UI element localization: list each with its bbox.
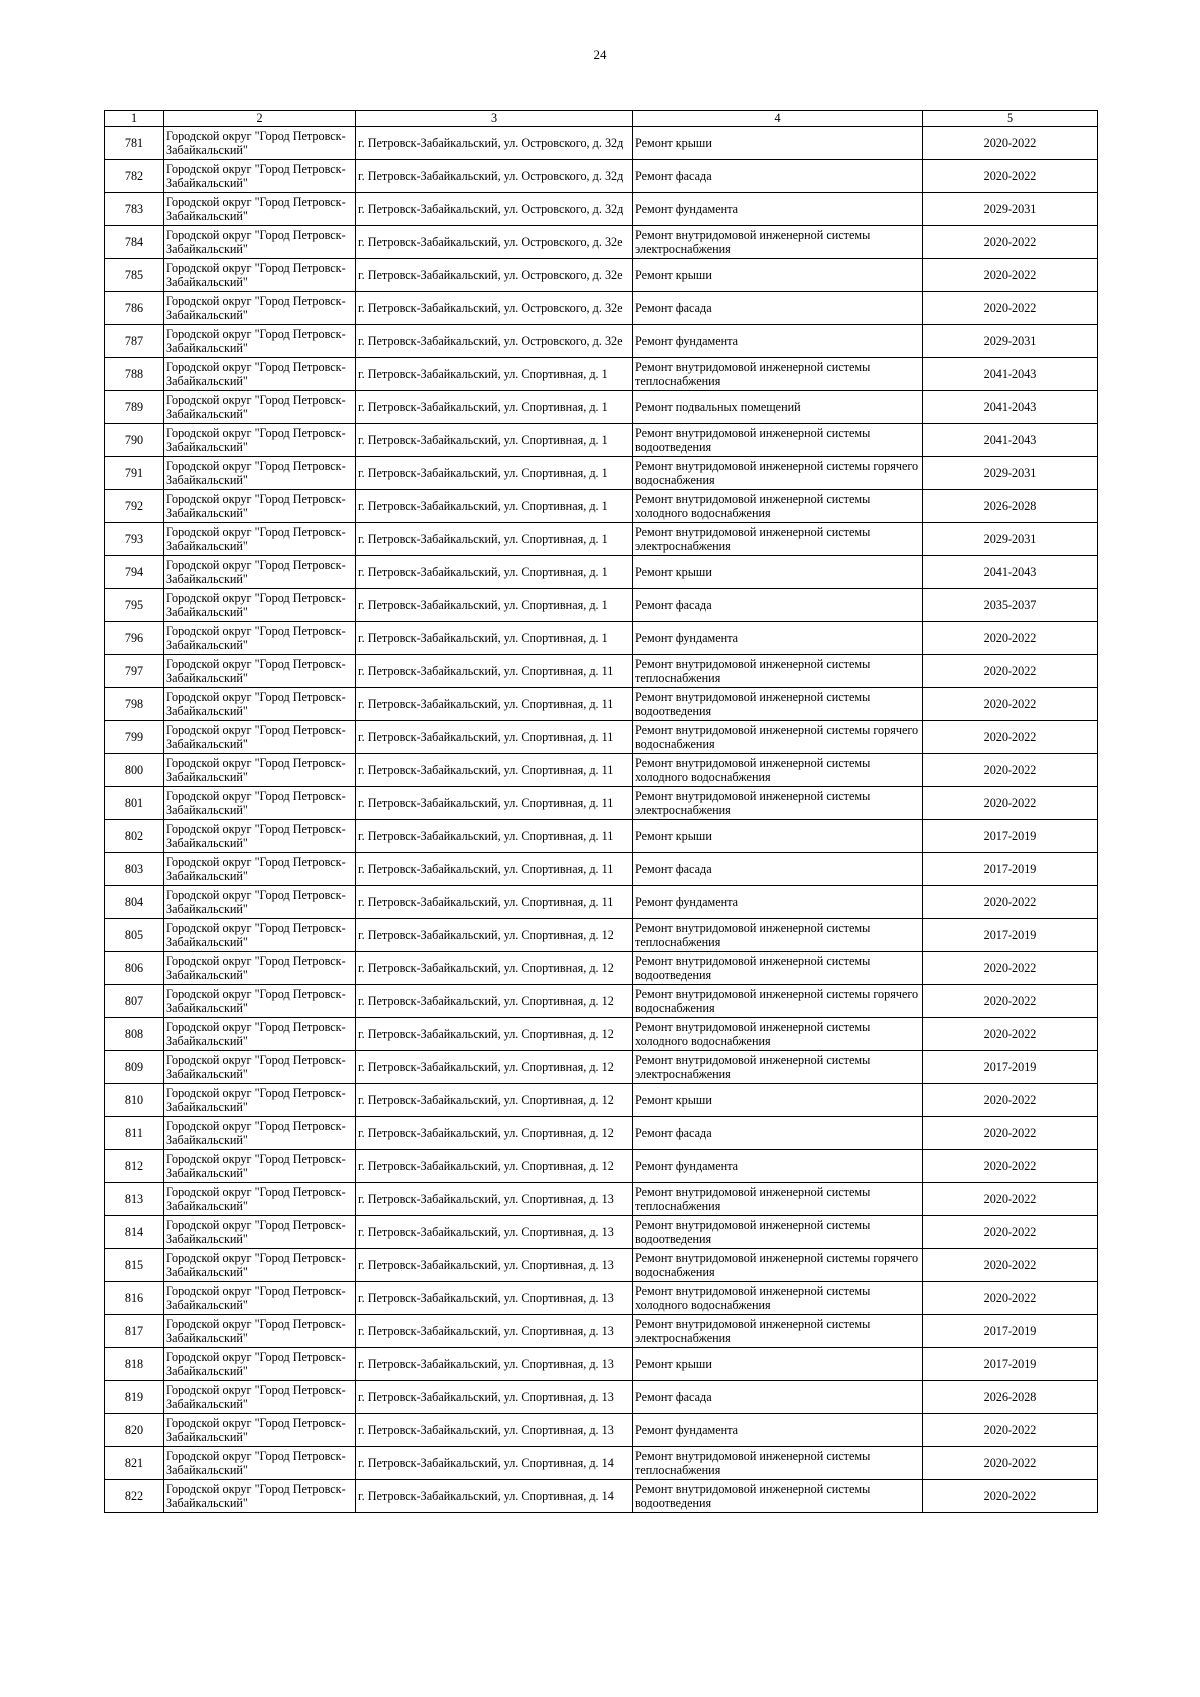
cell-work-type: Ремонт внутридомовой инженерной системы холодного водоснабжения (633, 490, 923, 523)
table-row (105, 1051, 1098, 1084)
cell-municipality: Городской округ "Город Петровск-Забайкальский" (164, 160, 356, 193)
cell-address: г. Петровск-Забайкальский, ул. Островского, д. 32е (356, 292, 633, 325)
cell-work-type: Ремонт крыши (633, 1348, 923, 1381)
table-row (105, 424, 1098, 457)
cell-row-number: 795 (105, 589, 164, 622)
cell-period: 2020-2022 (923, 1183, 1098, 1216)
cell-row-number: 816 (105, 1282, 164, 1315)
cell-address: г. Петровск-Забайкальский, ул. Спортивная, д. 11 (356, 787, 633, 820)
cell-work-type: Ремонт внутридомовой инженерной системы теплоснабжения (633, 358, 923, 391)
table-row (105, 1249, 1098, 1282)
cell-municipality: Городской округ "Город Петровск-Забайкальский" (164, 1018, 356, 1051)
cell-municipality: Городской округ "Город Петровск-Забайкальский" (164, 985, 356, 1018)
cell-municipality: Городской округ "Город Петровск-Забайкальский" (164, 589, 356, 622)
cell-row-number: 784 (105, 226, 164, 259)
cell-address: г. Петровск-Забайкальский, ул. Спортивная, д. 13 (356, 1183, 633, 1216)
cell-work-type: Ремонт внутридомовой инженерной системы электроснабжения (633, 787, 923, 820)
cell-municipality: Городской округ "Город Петровск-Забайкальский" (164, 1249, 356, 1282)
cell-row-number: 802 (105, 820, 164, 853)
table-row (105, 358, 1098, 391)
cell-row-number: 814 (105, 1216, 164, 1249)
cell-municipality: Городской округ "Город Петровск-Забайкальский" (164, 358, 356, 391)
table-row (105, 259, 1098, 292)
cell-period: 2020-2022 (923, 226, 1098, 259)
cell-row-number: 812 (105, 1150, 164, 1183)
cell-municipality: Городской округ "Город Петровск-Забайкальский" (164, 886, 356, 919)
table-row (105, 292, 1098, 325)
cell-work-type: Ремонт крыши (633, 556, 923, 589)
cell-period: 2020-2022 (923, 259, 1098, 292)
cell-municipality: Городской округ "Город Петровск-Забайкальский" (164, 622, 356, 655)
cell-municipality: Городской округ "Город Петровск-Забайкальский" (164, 919, 356, 952)
cell-row-number: 809 (105, 1051, 164, 1084)
cell-row-number: 792 (105, 490, 164, 523)
cell-row-number: 822 (105, 1480, 164, 1513)
cell-work-type: Ремонт внутридомовой инженерной системы горячего водоснабжения (633, 457, 923, 490)
cell-row-number: 800 (105, 754, 164, 787)
table-header-row (105, 111, 1098, 127)
table-row (105, 325, 1098, 358)
table-row (105, 853, 1098, 886)
table-row (105, 1447, 1098, 1480)
column-header-1: 1 (105, 111, 164, 127)
cell-row-number: 819 (105, 1381, 164, 1414)
cell-work-type: Ремонт фундамента (633, 1414, 923, 1447)
cell-municipality: Городской округ "Город Петровск-Забайкальский" (164, 655, 356, 688)
cell-work-type: Ремонт внутридомовой инженерной системы электроснабжения (633, 1051, 923, 1084)
cell-work-type: Ремонт фасада (633, 160, 923, 193)
cell-work-type: Ремонт фасада (633, 292, 923, 325)
table-row (105, 523, 1098, 556)
cell-address: г. Петровск-Забайкальский, ул. Спортивная, д. 1 (356, 358, 633, 391)
table-row (105, 1282, 1098, 1315)
cell-work-type: Ремонт крыши (633, 127, 923, 160)
cell-municipality: Городской округ "Город Петровск-Забайкальский" (164, 226, 356, 259)
cell-row-number: 797 (105, 655, 164, 688)
cell-address: г. Петровск-Забайкальский, ул. Спортивная, д. 12 (356, 985, 633, 1018)
cell-row-number: 807 (105, 985, 164, 1018)
cell-municipality: Городской округ "Город Петровск-Забайкальский" (164, 1480, 356, 1513)
cell-address: г. Петровск-Забайкальский, ул. Спортивная, д. 13 (356, 1315, 633, 1348)
cell-period: 2035-2037 (923, 589, 1098, 622)
cell-period: 2041-2043 (923, 391, 1098, 424)
cell-work-type: Ремонт внутридомовой инженерной системы теплоснабжения (633, 1447, 923, 1480)
cell-address: г. Петровск-Забайкальский, ул. Спортивная, д. 13 (356, 1414, 633, 1447)
cell-period: 2020-2022 (923, 985, 1098, 1018)
cell-row-number: 804 (105, 886, 164, 919)
cell-row-number: 820 (105, 1414, 164, 1447)
cell-municipality: Городской округ "Город Петровск-Забайкальский" (164, 721, 356, 754)
cell-period: 2020-2022 (923, 1447, 1098, 1480)
cell-address: г. Петровск-Забайкальский, ул. Островского, д. 32д (356, 193, 633, 226)
cell-period: 2017-2019 (923, 820, 1098, 853)
cell-period: 2020-2022 (923, 160, 1098, 193)
table-row (105, 688, 1098, 721)
cell-municipality: Городской округ "Город Петровск-Забайкальский" (164, 952, 356, 985)
cell-period: 2020-2022 (923, 787, 1098, 820)
cell-municipality: Городской округ "Город Петровск-Забайкальский" (164, 1381, 356, 1414)
cell-work-type: Ремонт внутридомовой инженерной системы теплоснабжения (633, 919, 923, 952)
cell-address: г. Петровск-Забайкальский, ул. Спортивная, д. 11 (356, 655, 633, 688)
cell-row-number: 790 (105, 424, 164, 457)
cell-period: 2020-2022 (923, 1216, 1098, 1249)
cell-municipality: Городской округ "Город Петровск-Забайкальский" (164, 787, 356, 820)
cell-work-type: Ремонт фундамента (633, 325, 923, 358)
cell-work-type: Ремонт крыши (633, 820, 923, 853)
cell-address: г. Петровск-Забайкальский, ул. Островского, д. 32д (356, 160, 633, 193)
cell-row-number: 783 (105, 193, 164, 226)
cell-municipality: Городской округ "Город Петровск-Забайкальский" (164, 193, 356, 226)
cell-work-type: Ремонт фундамента (633, 622, 923, 655)
table-row (105, 589, 1098, 622)
cell-row-number: 799 (105, 721, 164, 754)
table-row (105, 985, 1098, 1018)
cell-municipality: Городской округ "Город Петровск-Забайкальский" (164, 523, 356, 556)
cell-period: 2020-2022 (923, 655, 1098, 688)
cell-period: 2020-2022 (923, 1480, 1098, 1513)
cell-address: г. Петровск-Забайкальский, ул. Спортивная, д. 11 (356, 820, 633, 853)
cell-period: 2020-2022 (923, 688, 1098, 721)
cell-row-number: 806 (105, 952, 164, 985)
cell-period: 2020-2022 (923, 1282, 1098, 1315)
table-row (105, 1084, 1098, 1117)
table-row (105, 1414, 1098, 1447)
cell-address: г. Петровск-Забайкальский, ул. Спортивная, д. 11 (356, 688, 633, 721)
table-row (105, 952, 1098, 985)
cell-address: г. Петровск-Забайкальский, ул. Спортивная, д. 14 (356, 1447, 633, 1480)
cell-work-type: Ремонт внутридомовой инженерной системы электроснабжения (633, 226, 923, 259)
cell-address: г. Петровск-Забайкальский, ул. Спортивная, д. 1 (356, 490, 633, 523)
table-row (105, 754, 1098, 787)
cell-row-number: 788 (105, 358, 164, 391)
cell-municipality: Городской округ "Город Петровск-Забайкальский" (164, 1216, 356, 1249)
cell-address: г. Петровск-Забайкальский, ул. Спортивная, д. 12 (356, 919, 633, 952)
column-header-4: 4 (633, 111, 923, 127)
cell-row-number: 791 (105, 457, 164, 490)
table-row (105, 1150, 1098, 1183)
table-row (105, 721, 1098, 754)
cell-row-number: 787 (105, 325, 164, 358)
cell-work-type: Ремонт внутридомовой инженерной системы горячего водоснабжения (633, 985, 923, 1018)
cell-row-number: 817 (105, 1315, 164, 1348)
cell-municipality: Городской округ "Город Петровск-Забайкальский" (164, 688, 356, 721)
table-row (105, 193, 1098, 226)
column-header-5: 5 (923, 111, 1098, 127)
cell-row-number: 813 (105, 1183, 164, 1216)
cell-work-type: Ремонт крыши (633, 259, 923, 292)
cell-period: 2020-2022 (923, 1150, 1098, 1183)
cell-municipality: Городской округ "Город Петровск-Забайкальский" (164, 1150, 356, 1183)
table-row (105, 127, 1098, 160)
cell-work-type: Ремонт внутридомовой инженерной системы электроснабжения (633, 1315, 923, 1348)
table-row (105, 490, 1098, 523)
cell-period: 2020-2022 (923, 721, 1098, 754)
cell-municipality: Городской округ "Город Петровск-Забайкальский" (164, 820, 356, 853)
cell-address: г. Петровск-Забайкальский, ул. Спортивная, д. 13 (356, 1216, 633, 1249)
cell-period: 2020-2022 (923, 1117, 1098, 1150)
cell-address: г. Петровск-Забайкальский, ул. Спортивная, д. 11 (356, 754, 633, 787)
cell-work-type: Ремонт внутридомовой инженерной системы холодного водоснабжения (633, 1282, 923, 1315)
cell-row-number: 818 (105, 1348, 164, 1381)
repair-schedule-table (104, 110, 1098, 1513)
cell-period: 2020-2022 (923, 1249, 1098, 1282)
cell-period: 2020-2022 (923, 292, 1098, 325)
cell-row-number: 798 (105, 688, 164, 721)
cell-address: г. Петровск-Забайкальский, ул. Спортивная, д. 14 (356, 1480, 633, 1513)
table-row (105, 556, 1098, 589)
cell-period: 2026-2028 (923, 490, 1098, 523)
cell-address: г. Петровск-Забайкальский, ул. Спортивная, д. 1 (356, 589, 633, 622)
cell-municipality: Городской округ "Город Петровск-Забайкальский" (164, 1315, 356, 1348)
table-row (105, 391, 1098, 424)
cell-municipality: Городской округ "Город Петровск-Забайкальский" (164, 1414, 356, 1447)
cell-address: г. Петровск-Забайкальский, ул. Спортивная, д. 12 (356, 1117, 633, 1150)
cell-period: 2017-2019 (923, 1051, 1098, 1084)
cell-work-type: Ремонт внутридомовой инженерной системы холодного водоснабжения (633, 1018, 923, 1051)
cell-work-type: Ремонт внутридомовой инженерной системы теплоснабжения (633, 1183, 923, 1216)
cell-work-type: Ремонт фундамента (633, 886, 923, 919)
cell-municipality: Городской округ "Город Петровск-Забайкальский" (164, 1051, 356, 1084)
table-row (105, 457, 1098, 490)
cell-row-number: 785 (105, 259, 164, 292)
cell-row-number: 789 (105, 391, 164, 424)
cell-address: г. Петровск-Забайкальский, ул. Островского, д. 32е (356, 325, 633, 358)
cell-period: 2029-2031 (923, 325, 1098, 358)
cell-row-number: 803 (105, 853, 164, 886)
cell-address: г. Петровск-Забайкальский, ул. Островского, д. 32е (356, 259, 633, 292)
cell-row-number: 815 (105, 1249, 164, 1282)
cell-address: г. Петровск-Забайкальский, ул. Спортивная, д. 11 (356, 853, 633, 886)
cell-work-type: Ремонт крыши (633, 1084, 923, 1117)
table-row (105, 1480, 1098, 1513)
cell-work-type: Ремонт внутридомовой инженерной системы водоотведения (633, 424, 923, 457)
cell-period: 2029-2031 (923, 457, 1098, 490)
cell-address: г. Петровск-Забайкальский, ул. Спортивная, д. 12 (356, 1084, 633, 1117)
cell-row-number: 805 (105, 919, 164, 952)
table-row (105, 820, 1098, 853)
cell-period: 2041-2043 (923, 358, 1098, 391)
cell-address: г. Петровск-Забайкальский, ул. Спортивная, д. 12 (356, 1018, 633, 1051)
cell-municipality: Городской округ "Город Петровск-Забайкальский" (164, 1447, 356, 1480)
cell-work-type: Ремонт внутридомовой инженерной системы холодного водоснабжения (633, 754, 923, 787)
table-row (105, 1183, 1098, 1216)
cell-address: г. Петровск-Забайкальский, ул. Спортивная, д. 1 (356, 556, 633, 589)
cell-work-type: Ремонт фундамента (633, 1150, 923, 1183)
cell-work-type: Ремонт подвальных помещений (633, 391, 923, 424)
cell-period: 2020-2022 (923, 886, 1098, 919)
cell-municipality: Городской округ "Город Петровск-Забайкальский" (164, 754, 356, 787)
cell-row-number: 811 (105, 1117, 164, 1150)
cell-municipality: Городской округ "Город Петровск-Забайкальский" (164, 1183, 356, 1216)
cell-work-type: Ремонт фасада (633, 853, 923, 886)
table-row (105, 1216, 1098, 1249)
cell-work-type: Ремонт внутридомовой инженерной системы теплоснабжения (633, 655, 923, 688)
cell-address: г. Петровск-Забайкальский, ул. Спортивная, д. 1 (356, 391, 633, 424)
cell-address: г. Петровск-Забайкальский, ул. Спортивная, д. 1 (356, 622, 633, 655)
table-row (105, 622, 1098, 655)
cell-address: г. Петровск-Забайкальский, ул. Спортивная, д. 1 (356, 523, 633, 556)
cell-municipality: Городской округ "Город Петровск-Забайкальский" (164, 424, 356, 457)
cell-municipality: Городской округ "Город Петровск-Забайкальский" (164, 853, 356, 886)
cell-municipality: Городской округ "Город Петровск-Забайкальский" (164, 259, 356, 292)
cell-municipality: Городской округ "Город Петровск-Забайкальский" (164, 391, 356, 424)
cell-work-type: Ремонт внутридомовой инженерной системы горячего водоснабжения (633, 1249, 923, 1282)
table-body (105, 127, 1098, 1513)
cell-municipality: Городской округ "Город Петровск-Забайкальский" (164, 127, 356, 160)
cell-address: г. Петровск-Забайкальский, ул. Спортивная, д. 1 (356, 424, 633, 457)
table-row (105, 1381, 1098, 1414)
cell-period: 2020-2022 (923, 622, 1098, 655)
column-header-3: 3 (356, 111, 633, 127)
cell-address: г. Петровск-Забайкальский, ул. Островского, д. 32е (356, 226, 633, 259)
table-row (105, 886, 1098, 919)
cell-municipality: Городской округ "Город Петровск-Забайкальский" (164, 457, 356, 490)
cell-period: 2017-2019 (923, 1315, 1098, 1348)
cell-period: 2020-2022 (923, 1414, 1098, 1447)
cell-municipality: Городской округ "Город Петровск-Забайкальский" (164, 1084, 356, 1117)
cell-municipality: Городской округ "Город Петровск-Забайкальский" (164, 325, 356, 358)
cell-period: 2017-2019 (923, 919, 1098, 952)
cell-period: 2041-2043 (923, 424, 1098, 457)
cell-period: 2026-2028 (923, 1381, 1098, 1414)
cell-row-number: 821 (105, 1447, 164, 1480)
cell-period: 2029-2031 (923, 523, 1098, 556)
cell-address: г. Петровск-Забайкальский, ул. Спортивная, д. 13 (356, 1282, 633, 1315)
cell-address: г. Петровск-Забайкальский, ул. Островского, д. 32д (356, 127, 633, 160)
cell-period: 2017-2019 (923, 853, 1098, 886)
table-row (105, 655, 1098, 688)
cell-work-type: Ремонт внутридомовой инженерной системы водоотведения (633, 1216, 923, 1249)
cell-row-number: 781 (105, 127, 164, 160)
cell-address: г. Петровск-Забайкальский, ул. Спортивная, д. 13 (356, 1249, 633, 1282)
cell-work-type: Ремонт внутридомовой инженерной системы водоотведения (633, 688, 923, 721)
cell-period: 2041-2043 (923, 556, 1098, 589)
cell-work-type: Ремонт внутридомовой инженерной системы водоотведения (633, 952, 923, 985)
table-row (105, 226, 1098, 259)
table-row (105, 1117, 1098, 1150)
cell-row-number: 801 (105, 787, 164, 820)
cell-period: 2020-2022 (923, 1084, 1098, 1117)
cell-work-type: Ремонт фундамента (633, 193, 923, 226)
table-row (105, 1315, 1098, 1348)
cell-address: г. Петровск-Забайкальский, ул. Спортивная, д. 12 (356, 1150, 633, 1183)
cell-row-number: 810 (105, 1084, 164, 1117)
cell-work-type: Ремонт фасада (633, 1381, 923, 1414)
cell-row-number: 794 (105, 556, 164, 589)
page-number: 24 (593, 47, 607, 62)
cell-period: 2017-2019 (923, 1348, 1098, 1381)
cell-period: 2020-2022 (923, 127, 1098, 160)
cell-municipality: Городской округ "Город Петровск-Забайкальский" (164, 292, 356, 325)
cell-address: г. Петровск-Забайкальский, ул. Спортивная, д. 1 (356, 457, 633, 490)
cell-municipality: Городской округ "Город Петровск-Забайкальский" (164, 556, 356, 589)
cell-address: г. Петровск-Забайкальский, ул. Спортивная, д. 13 (356, 1348, 633, 1381)
cell-work-type: Ремонт внутридомовой инженерной системы водоотведения (633, 1480, 923, 1513)
cell-period: 2029-2031 (923, 193, 1098, 226)
cell-row-number: 782 (105, 160, 164, 193)
table-row (105, 1348, 1098, 1381)
cell-work-type: Ремонт внутридомовой инженерной системы горячего водоснабжения (633, 721, 923, 754)
table-row (105, 1018, 1098, 1051)
cell-address: г. Петровск-Забайкальский, ул. Спортивная, д. 12 (356, 952, 633, 985)
cell-work-type: Ремонт фасада (633, 589, 923, 622)
cell-address: г. Петровск-Забайкальский, ул. Спортивная, д. 13 (356, 1381, 633, 1414)
cell-address: г. Петровск-Забайкальский, ул. Спортивная, д. 11 (356, 721, 633, 754)
cell-municipality: Городской округ "Город Петровск-Забайкальский" (164, 1282, 356, 1315)
table-row (105, 160, 1098, 193)
cell-municipality: Городской округ "Город Петровск-Забайкальский" (164, 1117, 356, 1150)
table-row (105, 919, 1098, 952)
cell-address: г. Петровск-Забайкальский, ул. Спортивная, д. 11 (356, 886, 633, 919)
cell-address: г. Петровск-Забайкальский, ул. Спортивная, д. 12 (356, 1051, 633, 1084)
cell-period: 2020-2022 (923, 952, 1098, 985)
cell-municipality: Городской округ "Город Петровск-Забайкальский" (164, 490, 356, 523)
cell-period: 2020-2022 (923, 1018, 1098, 1051)
cell-work-type: Ремонт внутридомовой инженерной системы электроснабжения (633, 523, 923, 556)
cell-row-number: 796 (105, 622, 164, 655)
column-header-2: 2 (164, 111, 356, 127)
table-row (105, 787, 1098, 820)
cell-period: 2020-2022 (923, 754, 1098, 787)
cell-row-number: 786 (105, 292, 164, 325)
cell-work-type: Ремонт фасада (633, 1117, 923, 1150)
cell-row-number: 793 (105, 523, 164, 556)
cell-row-number: 808 (105, 1018, 164, 1051)
cell-municipality: Городской округ "Город Петровск-Забайкальский" (164, 1348, 356, 1381)
